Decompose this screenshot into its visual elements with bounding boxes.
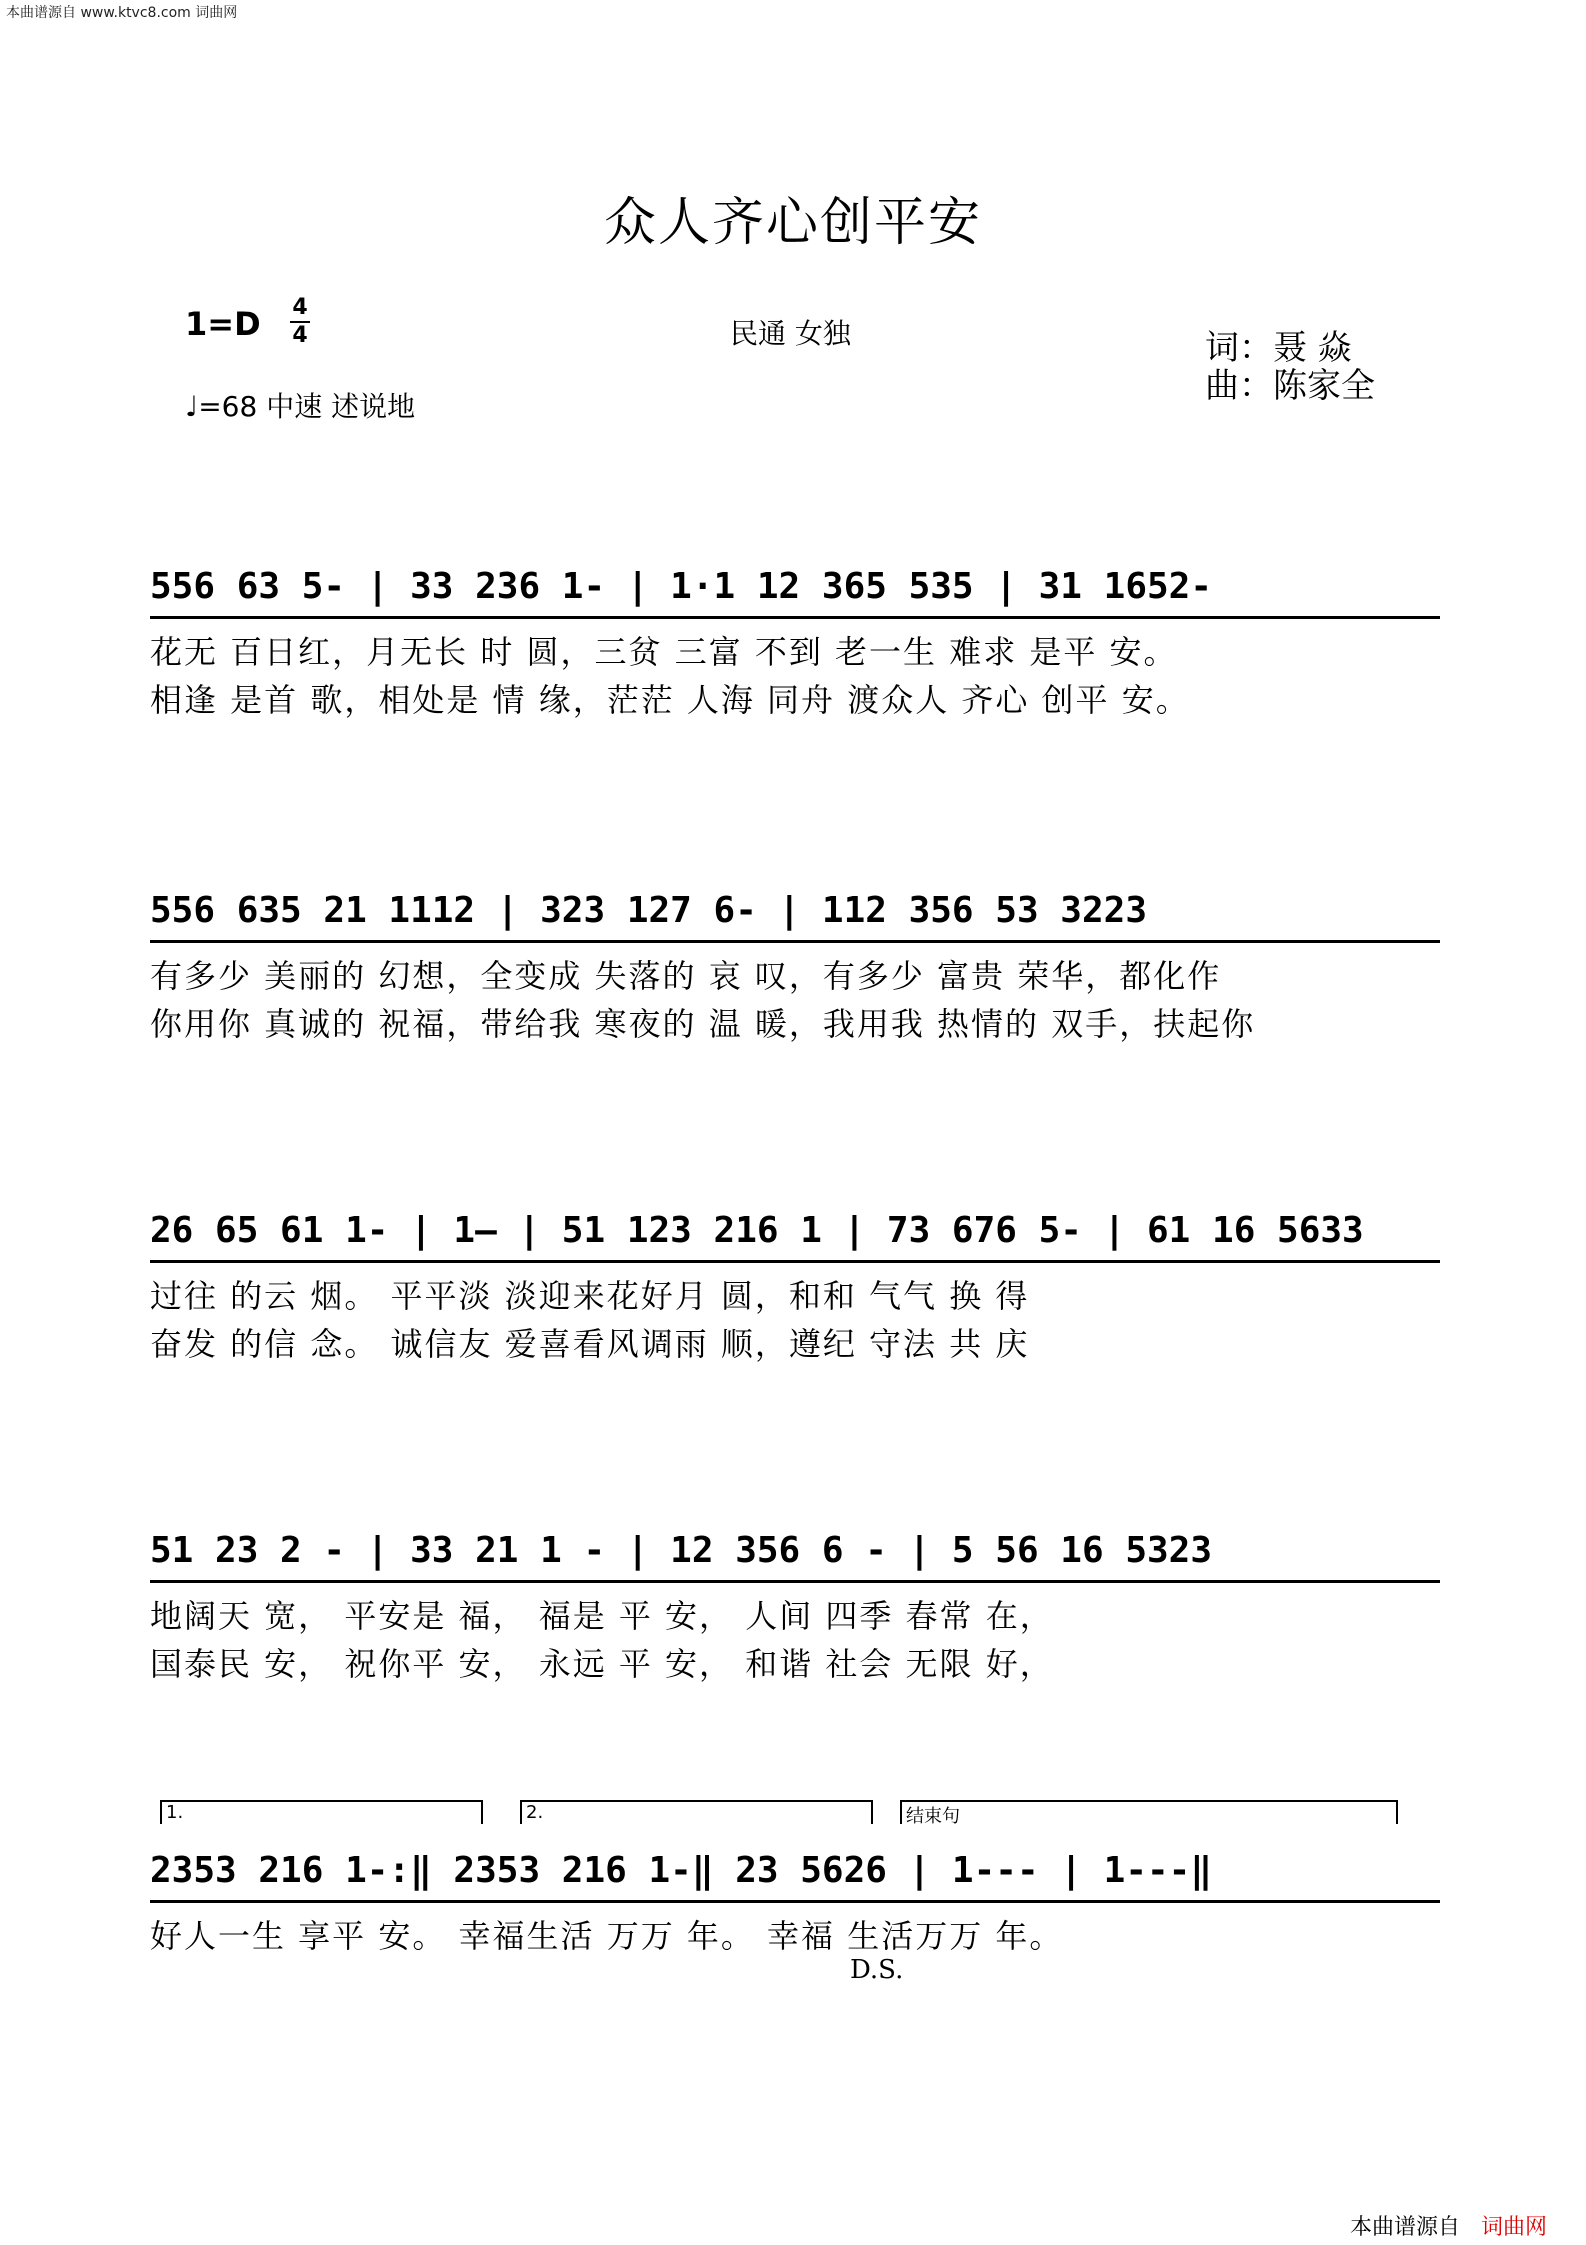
watermark-bottom-left: 本曲谱源自 xyxy=(1350,2215,1461,2240)
lyrics-verse-1: 好人一生 享平 安。 幸福生活 万万 年。 幸福 生活万万 年。 xyxy=(150,1917,1064,1955)
tempo-marking: ♩=68 中速 述说地 xyxy=(185,390,416,423)
key-signature: 1=D xyxy=(185,305,261,343)
time-signature-bottom: 4 xyxy=(292,323,308,348)
lyrics-verse-1: 过往 的云 烟。 平平淡 淡迎来花好月 圆，和和 气气 换 得 xyxy=(150,1277,1030,1315)
notation-line: 556 63 5- | 33 236 1- | 1·1 12 365 535 | 31 1652- xyxy=(150,566,1440,619)
composer-credit: 曲：陈家全 xyxy=(1205,366,1375,406)
watermark-bottom xyxy=(1350,2210,1547,2241)
lyrics-verse-2: 你用你 真诚的 祝福，带给我 寒夜的 温 暖，我用我 热情的 双手，扶起你 xyxy=(150,1005,1256,1043)
notation-line: 51 23 2 - | 33 21 1 - | 12 356 6 - | 5 56 16 5323 xyxy=(150,1530,1440,1583)
notation-line: 2353 216 1-:‖ 2353 216 1-‖ 23 5626 | 1--- | 1---‖ xyxy=(150,1850,1440,1903)
notation-line: 26 65 61 1- | 1— | 51 123 216 1 | 73 676 5- | 61 16 5633 xyxy=(150,1210,1440,1263)
song-title: 众人齐心创平安 xyxy=(603,193,982,253)
score-line-2 xyxy=(150,890,1440,1047)
lyricist-credit: 词：聂 焱 xyxy=(1205,328,1352,368)
volta-2: 2. xyxy=(520,1800,873,1824)
notation-line: 556 635 21 1112 | 323 127 6- | 112 356 53 3223 xyxy=(150,890,1440,943)
watermark-bottom-right: 词曲网 xyxy=(1481,2215,1548,2240)
volta-1: 1. xyxy=(160,1800,483,1824)
genre-label: 民通 女独 xyxy=(730,317,851,350)
dal-segno-marking: D.S. xyxy=(850,1955,904,1985)
time-signature xyxy=(290,296,310,348)
watermark-top: 本曲谱源自 www.ktvc8.com 词曲网 xyxy=(6,5,238,21)
score-line-3 xyxy=(150,1210,1440,1367)
score-line-4 xyxy=(150,1530,1440,1687)
lyrics-verse-2: 相逢 是首 歌，相处是 情 缘，茫茫 人海 同舟 渡众人 齐心 创平 安。 xyxy=(150,681,1190,719)
lyrics-verse-2: 奋发 的信 念。 诚信友 爱喜看风调雨 顺，遵纪 守法 共 庆 xyxy=(150,1325,1030,1363)
time-signature-top: 4 xyxy=(292,295,308,320)
lyrics-verse-2: 国泰民 安， 祝你平 安， 永远 平 安， 和谐 社会 无限 好， xyxy=(150,1645,1054,1683)
volta-ending: 结束句 xyxy=(900,1800,1398,1824)
score-line-1 xyxy=(150,566,1440,723)
lyrics-verse-1: 有多少 美丽的 幻想，全变成 失落的 哀 叹，有多少 富贵 荣华，都化作 xyxy=(150,957,1222,995)
score-line-5 xyxy=(150,1850,1440,1959)
lyrics-verse-1: 地阔天 宽， 平安是 福， 福是 平 安， 人间 四季 春常 在， xyxy=(150,1597,1054,1635)
lyrics-verse-1: 花无 百日红，月无长 时 圆，三贫 三富 不到 老一生 难求 是平 安。 xyxy=(150,633,1178,671)
